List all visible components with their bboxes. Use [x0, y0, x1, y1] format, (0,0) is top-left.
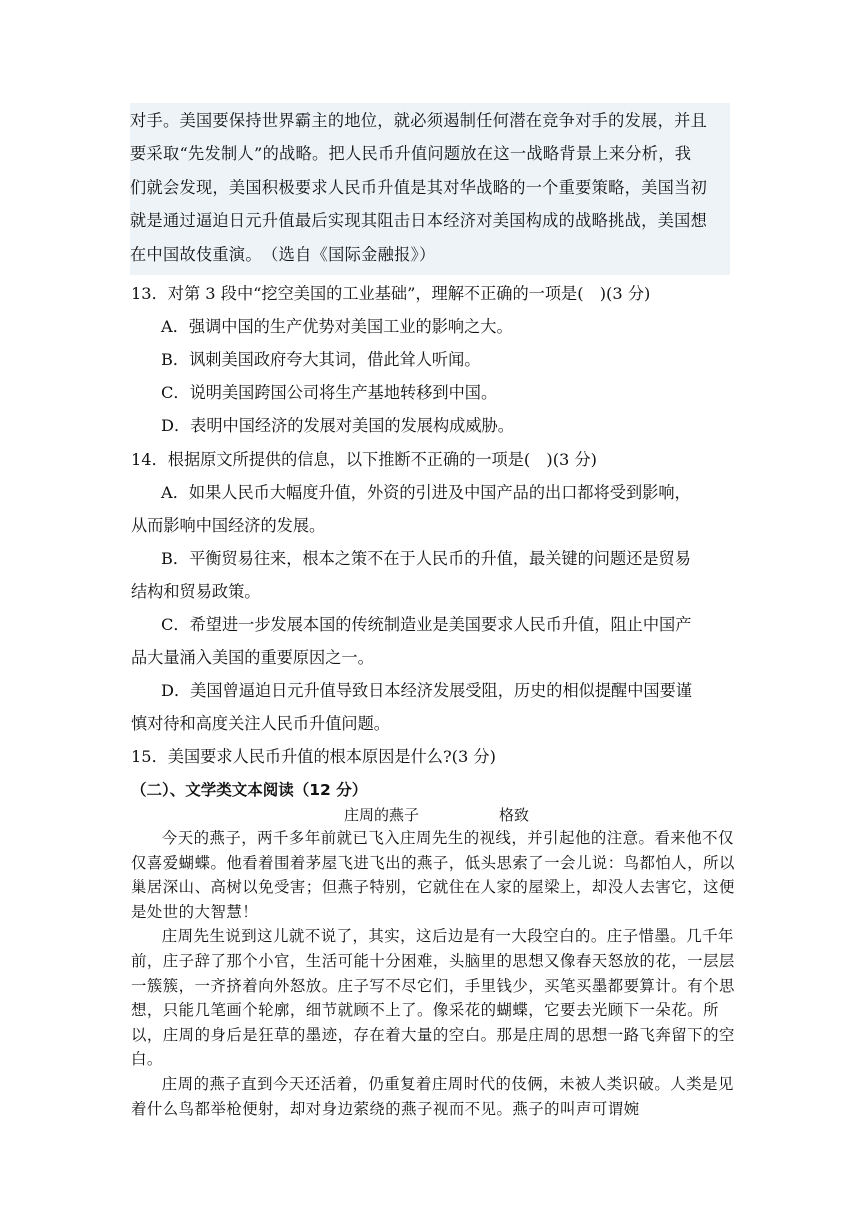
section-heading: （二）、文学类文本阅读（12 分） — [131, 781, 368, 799]
question-13-option-a: A．强调中国的生产优势对美国工业的影响之大。 — [161, 317, 513, 336]
passage-excerpt — [130, 103, 730, 275]
article-title: 庄周的燕子 — [344, 806, 420, 824]
question-14-option-d-cont: 慎对待和高度关注人民币升值问题。 — [131, 714, 390, 733]
question-14-option-a-cont: 从而影响中国经济的发展。 — [131, 516, 326, 535]
question-14-option-b-cont: 结构和贸易政策。 — [131, 582, 261, 601]
passage-line: 要采取“先发制人”的战略。把人民币升值问题放在这一战略背景上来分析，我 — [130, 144, 692, 164]
article-title-line — [344, 803, 529, 827]
question-14-option-c: C．希望进一步发展本国的传统制造业是美国要求人民币升值，阻止中国产 — [161, 615, 692, 634]
question-14-option-b: B．平衡贸易往来，根本之策不在于人民币的升值，最关键的问题还是贸易 — [161, 549, 691, 568]
question-13-option-b: B．讽刺美国政府夸大其词，借此耸人听闻。 — [161, 350, 481, 369]
passage-line: 们就会发现，美国积极要求人民币升值是其对华战略的一个重要策略，美国当初 — [130, 177, 708, 197]
story-paragraph: 庄周的燕子直到今天还活着，仍重复着庄周时代的伎俩，未被人类识破。人类是见着什么鸟都举枪便射，却对身边萦绕的燕子视而不见。燕子的叫声可谓婉 — [131, 1074, 734, 1118]
story-paragraph: 今天的燕子，两千多年前就已飞入庄周先生的视线，并引起他的注意。看来他不仅仅喜爱蝴蝶。他看着围着茅屋飞进飞出的燕子，低头思索了一会儿说：鸟都怕人，所以巢居深山、高树以免受害；但燕子特别，它就住在人家的屋梁上，却没人去害它，这便是处世的大智慧！ — [131, 829, 735, 921]
question-13-stem: 13．对第 3 段中“挖空美国的工业基础”，理解不正确的一项是( )(3 分) — [131, 284, 651, 303]
question-14-stem: 14．根据原文所提供的信息，以下推断不正确的一项是( )(3 分) — [131, 450, 597, 469]
question-14-option-c-cont: 品大量涌入美国的重要原因之一。 — [131, 648, 374, 667]
question-13-option-d: D．表明中国经济的发展对美国的发展构成威胁。 — [161, 416, 514, 435]
question-14-option-a: A．如果人民币大幅度升值，外资的引进及中国产品的出口都将受到影响， — [161, 483, 691, 502]
question-14-option-d: D．美国曾逼迫日元升值导致日本经济发展受阻，历史的相似提醒中国要谨 — [161, 681, 692, 700]
question-13 — [131, 277, 741, 442]
question-15-stem: 15．美国要求人民币升值的根本原因是什么?(3 分) — [131, 747, 496, 766]
story-paragraph: 庄周先生说到这儿就不说了，其实，这后边是有一大段空白的。庄子惜墨。几千年前，庄子辞了那个小官，生活可能十分困难，头脑里的思想又像春天怒放的花，一层层一簇簇，一齐挤着向外怒放。庄子写不尽它们，手里钱少，买笔买墨都要算计。有个思想，只能几笔画个轮廓，细节就顾不上了。像采花的蝴蝶，它要去光顾下一朵花。所以，庄周的身后是狂草的墨迹，存在着大量的空白。那是庄周的思想一路飞奔留下的空白。 — [131, 927, 735, 1069]
article-author: 格致 — [499, 806, 530, 824]
question-13-option-c: C．说明美国跨国公司将生产基地转移到中国。 — [161, 383, 498, 402]
passage-line: 就是通过逼迫日元升值最后实现其阻击日本经济对美国构成的战略挑战，美国想 — [130, 211, 708, 231]
question-14 — [131, 443, 741, 773]
passage-source-line: 在中国故伎重演。 （选自《国际金融报》） — [130, 244, 436, 264]
story-body — [131, 826, 741, 1121]
passage-line: 对手。美国要保持世界霸主的地位，就必须遏制任何潜在竞争对手的发展，并且 — [130, 111, 708, 130]
